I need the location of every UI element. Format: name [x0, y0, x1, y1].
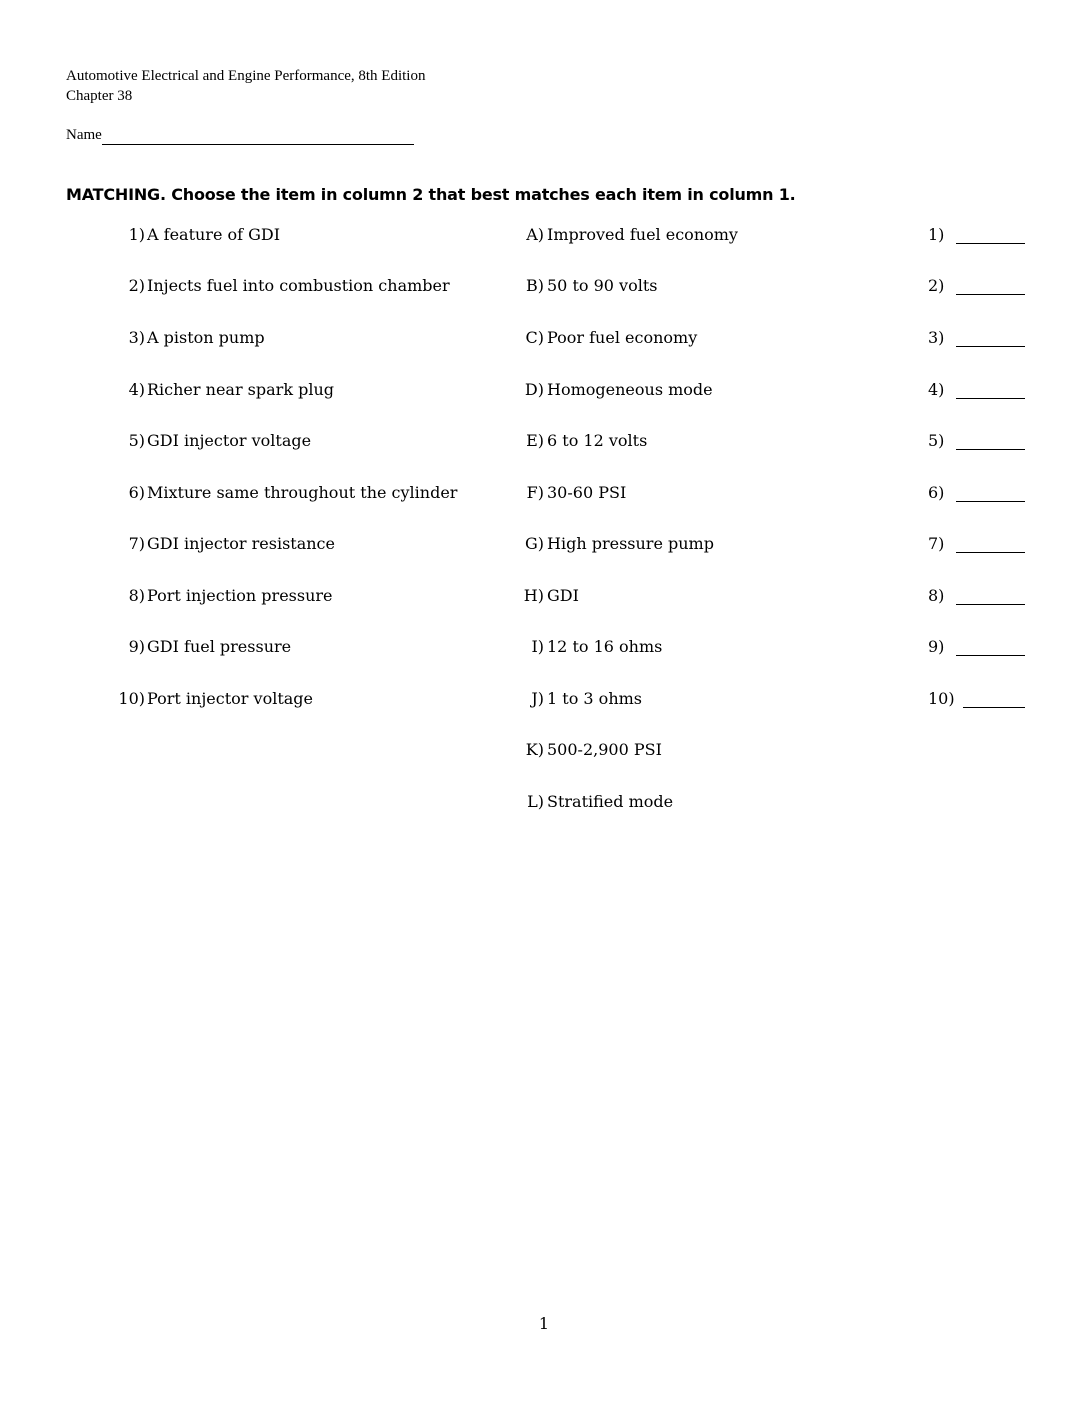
- column2-letter: I): [531, 637, 544, 656]
- column2-letter: C): [525, 328, 544, 347]
- matching-row: [0, 223, 1088, 247]
- column1-number: 7): [128, 534, 145, 553]
- column2-letter: A): [526, 225, 544, 244]
- answer-number: 5): [928, 431, 945, 450]
- answer-blank-line[interactable]: [963, 707, 1025, 708]
- column1-text: Richer near spark plug: [147, 380, 335, 399]
- column2-text: Poor fuel economy: [547, 328, 698, 347]
- matching-row: [0, 378, 1088, 402]
- name-label: Name: [66, 127, 102, 143]
- answer-number: 3): [928, 328, 945, 347]
- answer-blank-line[interactable]: [956, 243, 1025, 244]
- column2-letter: B): [526, 276, 544, 295]
- matching-row: [0, 429, 1088, 453]
- column1-number: 9): [128, 637, 145, 656]
- answer-blank-line[interactable]: [956, 346, 1025, 347]
- matching-instructions: MATCHING. Choose the item in column 2 that best matches each item in column 1.: [66, 185, 796, 204]
- column1-text: Port injector voltage: [147, 689, 313, 708]
- column1-number: 2): [128, 276, 145, 295]
- column2-text: GDI: [547, 586, 579, 605]
- answer-blank-line[interactable]: [956, 552, 1025, 553]
- column2-letter: K): [525, 740, 544, 759]
- matching-row: [0, 738, 1088, 762]
- column1-text: Mixture same throughout the cylinder: [147, 483, 458, 502]
- matching-row: [0, 635, 1088, 659]
- answer-blank-line[interactable]: [956, 501, 1025, 502]
- column1-text: A feature of GDI: [147, 225, 281, 244]
- column1-text: A piston pump: [147, 328, 265, 347]
- column1-number: 4): [128, 380, 145, 399]
- answer-number: 7): [928, 534, 945, 553]
- column1-number: 5): [128, 431, 145, 450]
- column2-text: 30-60 PSI: [547, 483, 627, 502]
- column2-text: Improved fuel economy: [547, 225, 738, 244]
- column1-number: 10): [118, 689, 145, 708]
- matching-row: [0, 481, 1088, 505]
- column2-letter: E): [526, 431, 544, 450]
- answer-blank-line[interactable]: [956, 449, 1025, 450]
- column1-text: Injects fuel into combustion chamber: [147, 276, 450, 295]
- column1-text: GDI injector voltage: [147, 431, 312, 450]
- answer-blank-line[interactable]: [956, 655, 1025, 656]
- column2-text: 50 to 90 volts: [547, 276, 658, 295]
- column1-text: GDI fuel pressure: [147, 637, 292, 656]
- column2-text: Homogeneous mode: [547, 380, 713, 399]
- column2-text: 12 to 16 ohms: [547, 637, 663, 656]
- column1-text: GDI injector resistance: [147, 534, 335, 553]
- answer-number: 6): [928, 483, 945, 502]
- column1-number: 8): [128, 586, 145, 605]
- column2-text: 1 to 3 ohms: [547, 689, 642, 708]
- answer-number: 2): [928, 276, 945, 295]
- answer-blank-line[interactable]: [956, 398, 1025, 399]
- matching-row: [0, 326, 1088, 350]
- column2-letter: G): [524, 534, 544, 553]
- book-title: Automotive Electrical and Engine Performance, 8th Edition: [66, 68, 426, 84]
- page-number: 1: [538, 1314, 550, 1333]
- column2-text: 6 to 12 volts: [547, 431, 648, 450]
- answer-number: 10): [928, 689, 955, 708]
- column2-letter: F): [526, 483, 544, 502]
- answer-number: 9): [928, 637, 945, 656]
- column1-number: 6): [128, 483, 145, 502]
- column2-text: Stratified mode: [547, 792, 674, 811]
- answer-number: 1): [928, 225, 945, 244]
- matching-row: [0, 532, 1088, 556]
- column2-letter: D): [524, 380, 544, 399]
- name-row: [66, 125, 414, 145]
- matching-row: [0, 584, 1088, 608]
- matching-row: [0, 790, 1088, 814]
- column1-text: Port injection pressure: [147, 586, 333, 605]
- name-blank-line[interactable]: [102, 126, 414, 145]
- column2-text: 500-2,900 PSI: [547, 740, 662, 759]
- column1-number: 3): [128, 328, 145, 347]
- column2-letter: L): [527, 792, 544, 811]
- answer-number: 8): [928, 586, 945, 605]
- column1-number: 1): [128, 225, 145, 244]
- chapter-label: Chapter 38: [66, 88, 133, 104]
- matching-row: [0, 687, 1088, 711]
- answer-blank-line[interactable]: [956, 294, 1025, 295]
- column2-text: High pressure pump: [547, 534, 714, 553]
- column2-letter: J): [531, 689, 544, 708]
- column2-letter: H): [523, 586, 544, 605]
- answer-number: 4): [928, 380, 945, 399]
- answer-blank-line[interactable]: [956, 604, 1025, 605]
- matching-row: [0, 274, 1088, 298]
